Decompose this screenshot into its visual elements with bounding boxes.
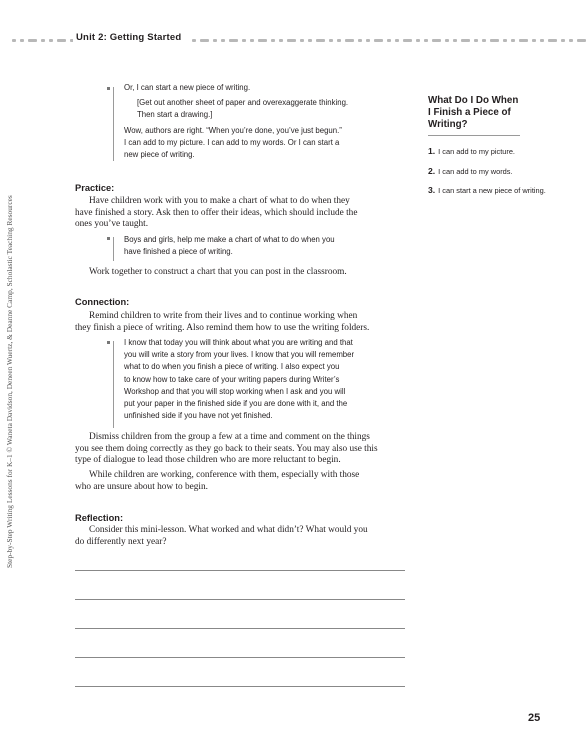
- stage-direction: [Get out another sheet of paper and overexaggerate thinking.: [137, 98, 349, 108]
- practice-text: Have children work with you to make a chart of what to do when they have finished a story. Ask then to offer their ideas, which should include the ones you’ve taught.: [75, 196, 358, 230]
- script-line: Or, I can start a new piece of writing.: [124, 83, 251, 92]
- connection-heading: Connection:: [75, 297, 130, 307]
- script-bar: [113, 87, 114, 161]
- page-number: 25: [528, 712, 541, 724]
- side-list-item: 3. I can start a new piece of writing.: [428, 185, 546, 195]
- side-list-item: 1. I can add to my picture.: [428, 146, 515, 156]
- practice-script: Boys and girls, help me make a chart of what to do when you have finished a piece of writing.: [124, 235, 335, 257]
- practice-closing: Work together to construct a chart that you can post in the classroom.: [89, 267, 347, 277]
- writing-line: [75, 657, 405, 658]
- reflection-text: Consider this mini-lesson. What worked and what didn’t? What would you do differently next year?: [75, 525, 368, 547]
- dismiss-text: Dismiss children from the group a few at a time and comment on the things you see them doing correctly as they go back to their seats. You may also use this type of dialogue to lead those children who are more reluctant to begin.: [75, 432, 378, 466]
- writing-line: [75, 570, 405, 571]
- header-rule-right: [192, 38, 588, 42]
- script-bar: [113, 341, 114, 428]
- intro-script: [124, 82, 414, 161]
- script-bar: [113, 237, 114, 261]
- writing-line: [75, 686, 405, 687]
- conference-text: While children are working, conference with them, especially with those who are unsure about how to begin.: [75, 470, 360, 492]
- connection-text: Remind children to write from their lives and to continue working when they finish a piece of writing. Also remind them how to use the writing folders.: [75, 311, 370, 333]
- side-box-rule: [428, 135, 520, 136]
- script-marker: [107, 341, 110, 344]
- writing-line: [75, 628, 405, 629]
- script-line: new piece of writing.: [124, 150, 195, 160]
- writing-line: [75, 599, 405, 600]
- script-marker: [107, 237, 110, 240]
- script-marker: [107, 87, 110, 90]
- side-list-item: 2. I can add to my words.: [428, 166, 513, 176]
- script-line: Wow, authors are right. “When you’re done, you’ve just begun.”: [124, 125, 342, 135]
- reflection-heading: Reflection:: [75, 513, 124, 523]
- practice-heading: Practice:: [75, 183, 115, 193]
- unit-title: Unit 2: Getting Started: [73, 32, 184, 43]
- copyright-sidebar: Step-by-Step Writing Lessons for K–1 © Waneta Davidson, Deneen Wuertz, & Deanne Camp, Scholastic Teaching Resources: [5, 195, 14, 568]
- script-line: I can add to my picture. I can add to my words. Or I can start a: [124, 137, 340, 147]
- side-box-title: What Do I Do When I Finish a Piece of Writing?: [428, 95, 519, 131]
- stage-direction: Then start a drawing.]: [137, 110, 213, 120]
- connection-script: I know that today you will think about what you are writing and that you will write a story from your lives. I know that you will remember what to do when you finish a piece of writing. I also expect you to know how to take care of your writing papers during Writer’s Workshop and that you will stop working when I ask and you will put your paper in the finished side if you are done with it, and the unfinished side if you have not yet finished.: [124, 338, 355, 421]
